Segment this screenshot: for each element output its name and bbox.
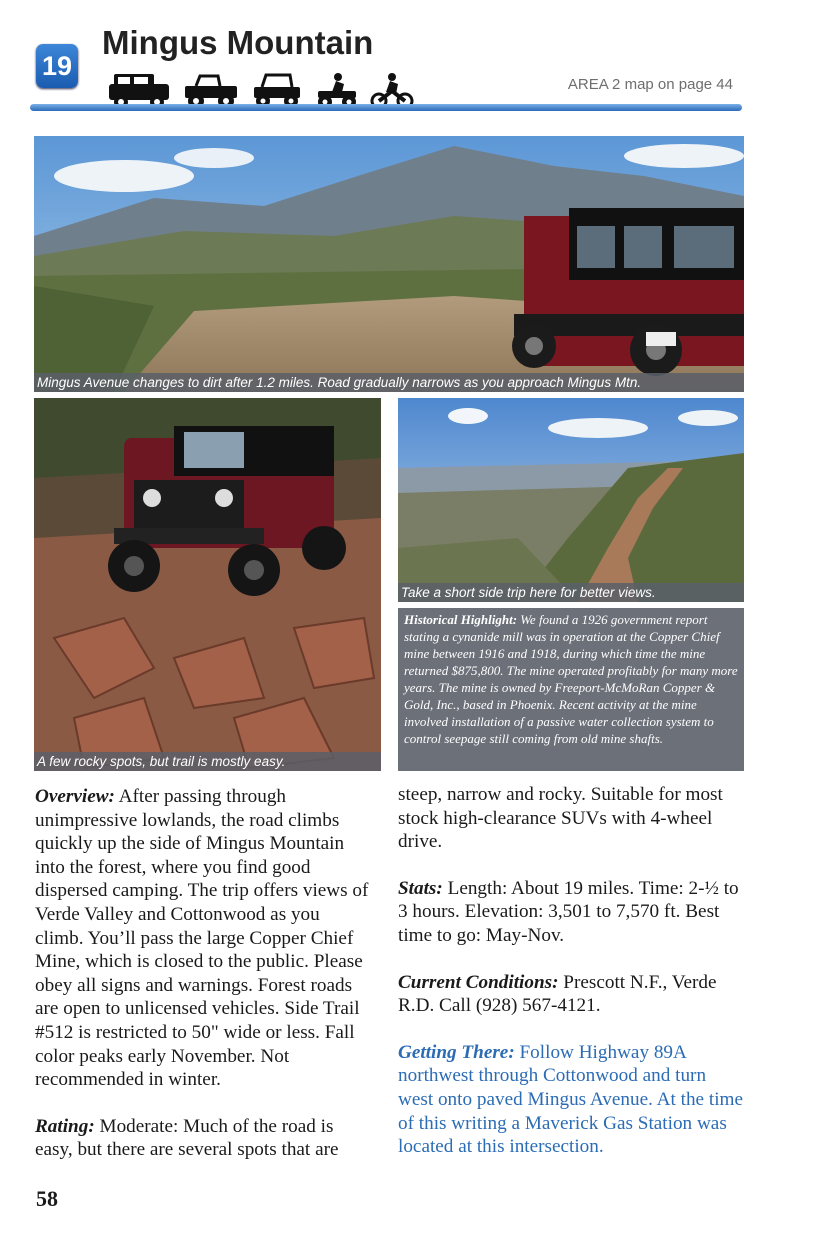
overview-label: Overview:	[35, 786, 115, 807]
stats-paragraph	[398, 877, 744, 948]
stats-text: Length: About 19 miles. Time: 2-½ to 3 hours. Elevation: 3,501 to 7,570 ft. Best time to go: May-Nov.	[398, 877, 739, 946]
historical-highlight-box	[398, 608, 744, 771]
trail-number-badge: 19	[36, 44, 78, 88]
photo-caption: Mingus Avenue changes to dirt after 1.2 miles. Road gradually narrows as you approach Mingus Mtn.	[34, 373, 744, 392]
historical-highlight-label: Historical Highlight:	[404, 612, 518, 627]
page-number: 58	[36, 1186, 58, 1211]
photo-rocky-trail	[34, 398, 381, 771]
photo-caption: A few rocky spots, but trail is mostly easy.	[34, 752, 381, 771]
photo-caption: Take a short side trip here for better views.	[398, 583, 744, 602]
rating-text: Moderate: Much of the road is easy, but there are several spots that are	[35, 1115, 339, 1161]
left-column	[35, 785, 372, 1185]
photo-side-trip	[398, 398, 744, 602]
getting-there-text: Follow Highway 89A northwest through Cottonwood and turn west onto paved Mingus Avenue. At the time of this writing a Maverick Gas Station was located at this intersection.	[398, 1041, 743, 1158]
map-reference: AREA 2 map on page 44	[567, 76, 733, 93]
getting-there-paragraph	[398, 1041, 744, 1159]
overview-text: After passing through unimpressive lowlands, the road climbs quickly up the side of Mingus Mountain into the forest, where you find good dispersed camping. The trip offers views of Verde Valley and Cottonwood as you climb. You’ll pass the large Copper Chief Mine, which is closed to the public. Please obey all signs and warnings. Forest roads are open to unlicensed vehicles. Side Trail #512 is restricted to 50" wide or less. Fall color peaks early November. Not recommended in winter.	[35, 786, 369, 1091]
conditions-paragraph	[398, 971, 744, 1018]
getting-there-label: Getting There:	[398, 1041, 515, 1063]
historical-highlight-text: We found a 1926 government report stating a cynanide mill was in operation at the Copper Chief mine between 1916 and 1918, during which time the mine returned $875,800. The mine operated profitably for many more years. The mine is owned by Freeport-McMoRan Copper & Gold, Inc., based in Phoenix. Recent activity at the mine involved installation of a passive water collection system to control seepage still coming from old mine shafts.	[404, 612, 738, 746]
rating-paragraph	[35, 1115, 372, 1162]
rating-label: Rating:	[35, 1115, 95, 1137]
stats-label: Stats:	[398, 877, 443, 899]
page-title: Mingus Mountain	[102, 24, 374, 61]
photo-mingus-avenue	[34, 136, 744, 392]
conditions-label: Current Conditions:	[398, 971, 559, 993]
right-column	[398, 783, 744, 1182]
header-rule	[30, 104, 742, 111]
overview-paragraph	[35, 785, 372, 1092]
rating-continued: steep, narrow and rocky. Suitable for most stock high-clearance SUVs with 4-wheel drive.	[398, 784, 723, 853]
conditions-text: Prescott N.F., Verde R.D. Call (928) 567-4121.	[398, 971, 717, 1017]
